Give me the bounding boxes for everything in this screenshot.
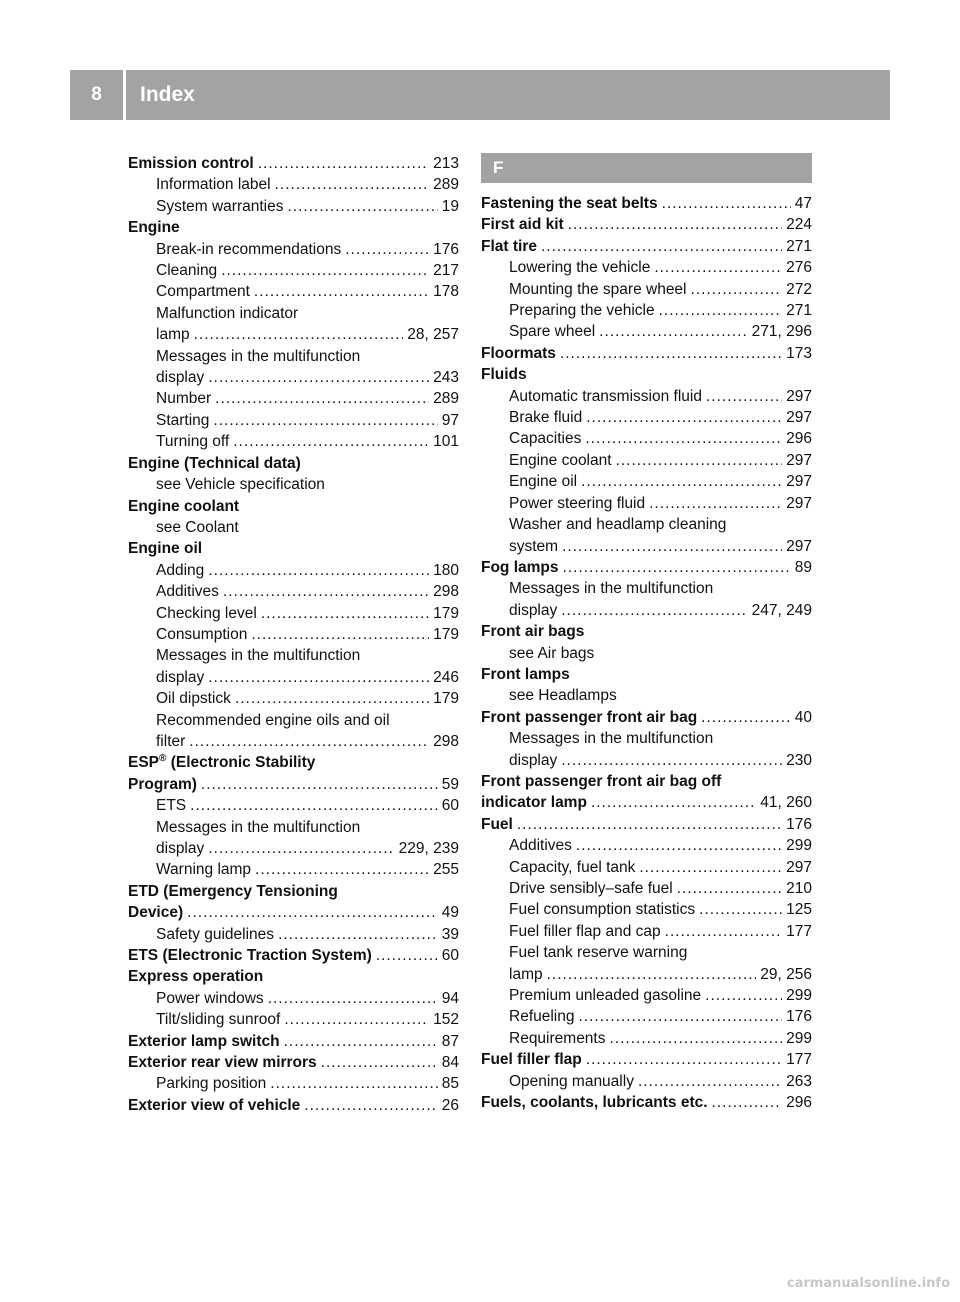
index-subentry: Consumption ..... 179 — [128, 624, 459, 645]
index-subentry: display ..... 243 — [128, 367, 459, 388]
watermark: carmanualsonline.info — [786, 1276, 950, 1291]
index-column-right — [481, 153, 812, 1113]
index-see-also: see Vehicle specification — [156, 476, 325, 494]
index-see-also: see Air bags — [509, 644, 595, 662]
index-subentry-text: Recommended engine oils and oil — [156, 711, 390, 729]
index-entry: indicator lamp ..... 41, 260 — [481, 792, 812, 813]
index-subentry-text: Messages in the multifunction — [509, 730, 714, 748]
index-subentry-text: Messages in the multifunction — [156, 647, 361, 665]
index-subentry: System warranties ..... 19 — [128, 196, 459, 217]
index-subentry: lamp ..... 28, 257 — [128, 324, 459, 345]
index-subentry: Capacities ..... 296 — [481, 428, 812, 449]
index-subentry: Warning lamp ..... 255 — [128, 859, 459, 880]
index-subentry: Engine oil ..... 297 — [481, 471, 812, 492]
index-heading: Front air bags — [481, 623, 585, 641]
index-heading: ETD (Emergency Tensioning — [128, 882, 338, 900]
index-see-also: see Headlamps — [509, 687, 617, 705]
index-subentry: Fuel filler flap and cap ..... 177 — [481, 921, 812, 942]
index-subentry-text: Washer and headlamp cleaning — [509, 516, 727, 534]
index-subentry: display ..... 247, 249 — [481, 600, 812, 621]
index-subentry-text: Malfunction indicator — [156, 304, 299, 322]
index-subentry: system ..... 297 — [481, 536, 812, 557]
index-subentry: display ..... 229, 239 — [128, 838, 459, 859]
index-heading: Fluids — [481, 366, 527, 384]
index-subentry: filter ..... 298 — [128, 731, 459, 752]
index-subentry: Opening manually ..... 263 — [481, 1071, 812, 1092]
index-entry: Exterior rear view mirrors ..... 84 — [128, 1052, 459, 1073]
index-subentry: Checking level ..... 179 — [128, 603, 459, 624]
index-subentry: Information label ..... 289 — [128, 174, 459, 195]
index-subentry: Capacity, fuel tank ..... 297 — [481, 857, 812, 878]
index-entry: First aid kit ..... 224 — [481, 214, 812, 235]
index-subentry: Fuel consumption statistics ..... 125 — [481, 899, 812, 920]
page-title: Index — [140, 83, 195, 106]
index-entry: ETS (Electronic Traction System) ..... 60 — [128, 945, 459, 966]
index-entry: Floormats ..... 173 — [481, 343, 812, 364]
index-heading: Front passenger front air bag off — [481, 772, 722, 790]
index-heading: Engine oil — [128, 540, 203, 558]
index-heading: Engine (Technical data) — [128, 454, 301, 472]
index-subentry: ETS ..... 60 — [128, 795, 459, 816]
index-subentry: Brake fluid ..... 297 — [481, 407, 812, 428]
index-subentry: Oil dipstick ..... 179 — [128, 688, 459, 709]
index-subentry: Additives ..... 298 — [128, 581, 459, 602]
index-entry: Fastening the seat belts ..... 47 — [481, 193, 812, 214]
index-subentry: Refueling ..... 176 — [481, 1006, 812, 1027]
index-entry: Exterior view of vehicle ..... 26 — [128, 1095, 459, 1116]
section-letter-bar: F — [481, 153, 812, 183]
index-subentry: Lowering the vehicle ..... 276 — [481, 257, 812, 278]
page-header — [70, 70, 890, 120]
index-entry: Fuels, coolants, lubricants etc. ..... 296 — [481, 1092, 812, 1113]
index-heading: ESP® (Electronic Stability — [128, 753, 316, 772]
index-subentry-text: Fuel tank reserve warning — [509, 944, 688, 962]
index-subentry: Additives ..... 299 — [481, 835, 812, 856]
index-heading: Engine coolant — [128, 497, 240, 515]
index-subentry: Drive sensibly–safe fuel ..... 210 — [481, 878, 812, 899]
index-subentry: Cleaning ..... 217 — [128, 260, 459, 281]
index-heading: Engine — [128, 219, 180, 237]
index-entry: Emission control ..... 213 — [128, 153, 459, 174]
index-column-left — [128, 153, 459, 1116]
index-subentry: Automatic transmission fluid ..... 297 — [481, 386, 812, 407]
index-subentry: display ..... 230 — [481, 750, 812, 771]
index-subentry: Preparing the vehicle ..... 271 — [481, 300, 812, 321]
index-subentry: lamp ..... 29, 256 — [481, 964, 812, 985]
index-subentry-text: Messages in the multifunction — [156, 818, 361, 836]
index-subentry: Mounting the spare wheel ..... 272 — [481, 279, 812, 300]
index-subentry-text: Messages in the multifunction — [509, 580, 714, 598]
index-subentry: Premium unleaded gasoline ..... 299 — [481, 985, 812, 1006]
index-see-also: see Coolant — [156, 518, 239, 536]
index-subentry: Engine coolant ..... 297 — [481, 450, 812, 471]
index-subentry: Adding ..... 180 — [128, 560, 459, 581]
index-subentry: display ..... 246 — [128, 667, 459, 688]
index-entry: Program) ..... 59 — [128, 774, 459, 795]
index-subentry: Number ..... 289 — [128, 388, 459, 409]
index-subentry: Turning off ..... 101 — [128, 431, 459, 452]
index-subentry: Compartment ..... 178 — [128, 281, 459, 302]
index-subentry: Starting ..... 97 — [128, 410, 459, 431]
page-number: 8 — [70, 70, 126, 120]
index-subentry: Safety guidelines ..... 39 — [128, 924, 459, 945]
index-subentry: Requirements ..... 299 — [481, 1028, 812, 1049]
index-subentry: Parking position ..... 85 — [128, 1073, 459, 1094]
index-subentry-text: Messages in the multifunction — [156, 347, 361, 365]
index-subentry: Power steering fluid ..... 297 — [481, 493, 812, 514]
index-entry: Fuel ..... 176 — [481, 814, 812, 835]
index-entry: Device) ..... 49 — [128, 902, 459, 923]
index-entry: Fuel filler flap ..... 177 — [481, 1049, 812, 1070]
index-heading: Express operation — [128, 968, 264, 986]
index-entry: Fog lamps ..... 89 — [481, 557, 812, 578]
index-subentry: Spare wheel ..... 271, 296 — [481, 321, 812, 342]
index-subentry: Tilt/sliding sunroof ..... 152 — [128, 1009, 459, 1030]
index-entry: Exterior lamp switch ..... 87 — [128, 1031, 459, 1052]
index-entry: Front passenger front air bag ..... 40 — [481, 707, 812, 728]
index-heading: Front lamps — [481, 665, 570, 683]
index-subentry: Break-in recommendations ..... 176 — [128, 239, 459, 260]
index-subentry: Power windows ..... 94 — [128, 988, 459, 1009]
index-entry: Flat tire ..... 271 — [481, 236, 812, 257]
